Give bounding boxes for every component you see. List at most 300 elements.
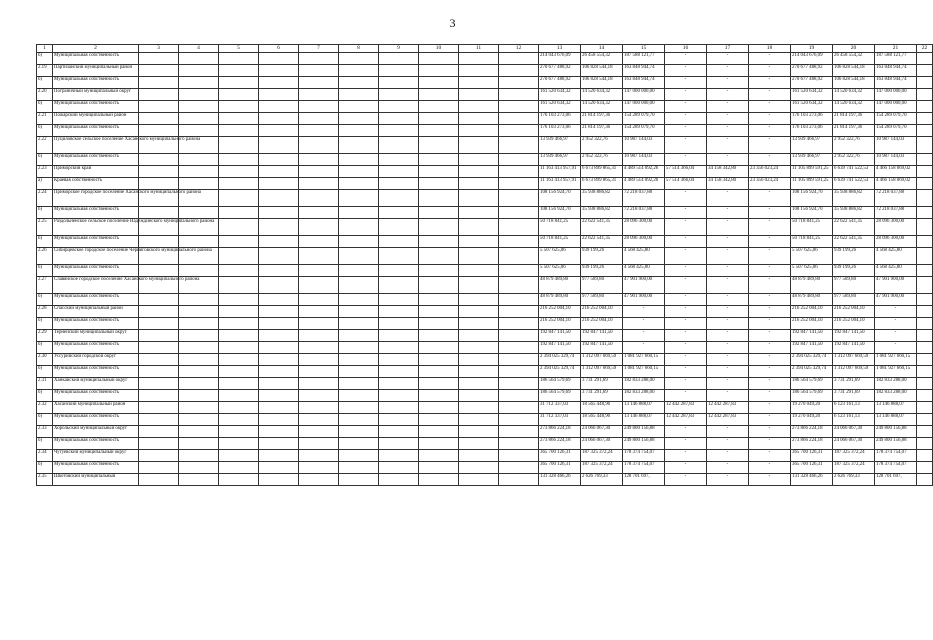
cell-col-16: - bbox=[665, 219, 707, 236]
cell-col-13: 31 712 337,03 bbox=[539, 402, 581, 414]
row-name: Муниципальная собственность bbox=[53, 53, 139, 65]
column-header-14: 14 bbox=[581, 45, 623, 53]
table-row bbox=[37, 248, 933, 265]
cell-col-21: 182 833 288,00 bbox=[875, 378, 917, 390]
row-number: б) bbox=[37, 366, 53, 378]
cell-col-8 bbox=[339, 462, 379, 474]
cell-col-4 bbox=[179, 294, 219, 306]
cell-col-6 bbox=[259, 438, 299, 450]
cell-col-17: - bbox=[707, 113, 749, 125]
cell-col-11 bbox=[459, 113, 499, 125]
cell-col-4 bbox=[179, 125, 219, 137]
cell-col-18: - bbox=[749, 53, 791, 65]
cell-col-13: 11 163 413 957,91 bbox=[539, 166, 581, 178]
cell-col-10 bbox=[419, 219, 459, 236]
column-header-13: 13 bbox=[539, 45, 581, 53]
cell-col-15: - bbox=[623, 306, 665, 318]
row-name: Муниципальная собственность bbox=[53, 414, 139, 426]
row-name: Муниципальная собственность bbox=[53, 154, 139, 166]
cell-col-5 bbox=[219, 207, 259, 219]
cell-col-19: 161 520 634,32 bbox=[791, 89, 833, 101]
table-row bbox=[37, 366, 933, 378]
row-number: б) bbox=[37, 101, 53, 113]
cell-col-15: 4 489 514 092,26 bbox=[623, 166, 665, 178]
cell-col-5 bbox=[219, 354, 259, 366]
cell-col-16: - bbox=[665, 89, 707, 101]
cell-col-19: 5 507 625,06 bbox=[791, 248, 833, 265]
cell-col-20: 6 639 741 522,53 bbox=[833, 178, 875, 190]
cell-col-15: 47 901 900,00 bbox=[623, 294, 665, 306]
cell-col-9 bbox=[379, 236, 419, 248]
cell-col-8 bbox=[339, 390, 379, 402]
cell-col-8 bbox=[339, 366, 379, 378]
cell-col-10 bbox=[419, 113, 459, 125]
cell-col-12 bbox=[499, 101, 539, 113]
cell-col-21: 47 901 900,00 bbox=[875, 277, 917, 294]
cell-col-11 bbox=[459, 342, 499, 354]
table-row bbox=[37, 207, 933, 219]
row-number: б) bbox=[37, 265, 53, 277]
cell-col-18: 23 356 023,24 bbox=[749, 178, 791, 190]
cell-col-18: - bbox=[749, 137, 791, 154]
cell-col-21: 72 218 037,88 bbox=[875, 207, 917, 219]
cell-col-16: 57 514 366,04 bbox=[665, 178, 707, 190]
cell-col-18: - bbox=[749, 354, 791, 366]
cell-col-19: 13 939 466,97 bbox=[791, 137, 833, 154]
cell-col-19: 273 866 224,18 bbox=[791, 438, 833, 450]
cell-col-14: 35 938 886,82 bbox=[581, 207, 623, 219]
cell-col-19: 365 700 126,31 bbox=[791, 450, 833, 462]
cell-col-14: 187 325 372,24 bbox=[581, 462, 623, 474]
row-number: а) bbox=[37, 178, 53, 190]
cell-col-6 bbox=[259, 178, 299, 190]
cell-col-11 bbox=[459, 166, 499, 178]
cell-col-8 bbox=[339, 474, 379, 486]
cell-col-20: 106 828 544,18 bbox=[833, 65, 875, 77]
cell-col-18: - bbox=[749, 190, 791, 207]
cell-col-8 bbox=[339, 354, 379, 366]
cell-col-10 bbox=[419, 166, 459, 178]
cell-col-16: - bbox=[665, 390, 707, 402]
cell-col-10 bbox=[419, 402, 459, 414]
cell-col-13: 5 507 625,06 bbox=[539, 265, 581, 277]
cell-col-6 bbox=[259, 277, 299, 294]
cell-col-10 bbox=[419, 190, 459, 207]
cell-col-9 bbox=[379, 474, 419, 486]
cell-col-11 bbox=[459, 77, 499, 89]
cell-col-18: - bbox=[749, 414, 791, 426]
cell-col-7 bbox=[299, 236, 339, 248]
cell-col-13: 270 677 488,92 bbox=[539, 77, 581, 89]
table-row bbox=[37, 414, 933, 426]
cell-col-9 bbox=[379, 306, 419, 318]
cell-col-22 bbox=[917, 402, 933, 414]
cell-col-18: - bbox=[749, 450, 791, 462]
cell-col-7 bbox=[299, 125, 339, 137]
cell-col-10 bbox=[419, 390, 459, 402]
cell-col-6 bbox=[259, 354, 299, 366]
cell-col-12 bbox=[499, 414, 539, 426]
cell-col-22 bbox=[917, 207, 933, 219]
cell-col-4 bbox=[179, 330, 219, 342]
cell-col-15: 163 848 944,74 bbox=[623, 77, 665, 89]
cell-col-14: 187 325 372,24 bbox=[581, 450, 623, 462]
cell-col-10 bbox=[419, 294, 459, 306]
cell-col-12 bbox=[499, 53, 539, 65]
cell-col-20: 106 828 544,18 bbox=[833, 77, 875, 89]
cell-col-9 bbox=[379, 366, 419, 378]
cell-col-16: - bbox=[665, 366, 707, 378]
cell-col-14: 977 589,80 bbox=[581, 294, 623, 306]
cell-col-5 bbox=[219, 294, 259, 306]
cell-col-11 bbox=[459, 178, 499, 190]
cell-col-21: 178 374 754,07 bbox=[875, 462, 917, 474]
cell-col-5 bbox=[219, 113, 259, 125]
row-name: Муниципальная собственность bbox=[53, 438, 139, 450]
cell-col-7 bbox=[299, 53, 339, 65]
column-header-22: 22 bbox=[917, 45, 933, 53]
cell-col-17: - bbox=[707, 474, 749, 486]
cell-col-17: - bbox=[707, 65, 749, 77]
column-header-9: 9 bbox=[379, 45, 419, 53]
table-row bbox=[37, 462, 933, 474]
cell-col-22 bbox=[917, 190, 933, 207]
cell-col-13: 108 156 924,70 bbox=[539, 207, 581, 219]
row-name: Хорольский муниципальный округ bbox=[53, 426, 139, 438]
cell-col-9 bbox=[379, 342, 419, 354]
cell-col-14: 106 828 544,18 bbox=[581, 77, 623, 89]
cell-col-8 bbox=[339, 318, 379, 330]
cell-col-18: - bbox=[749, 474, 791, 486]
cell-col-6 bbox=[259, 294, 299, 306]
cell-col-17: - bbox=[707, 77, 749, 89]
cell-col-3 bbox=[139, 342, 179, 354]
cell-col-16: - bbox=[665, 474, 707, 486]
cell-col-12 bbox=[499, 318, 539, 330]
cell-col-9 bbox=[379, 330, 419, 342]
page-number: 3 bbox=[449, 16, 456, 30]
cell-col-14: 1 312 097 669,59 bbox=[581, 366, 623, 378]
cell-col-18: - bbox=[749, 330, 791, 342]
cell-col-14: 192 847 141,50 bbox=[581, 330, 623, 342]
column-header-17: 17 bbox=[707, 45, 749, 53]
cell-col-17: - bbox=[707, 366, 749, 378]
cell-col-13: 2 394 025 329,74 bbox=[539, 366, 581, 378]
cell-col-6 bbox=[259, 366, 299, 378]
table-row bbox=[37, 113, 933, 125]
cell-col-6 bbox=[259, 474, 299, 486]
cell-col-5 bbox=[219, 137, 259, 154]
cell-col-15: 28 096 300,00 bbox=[623, 219, 665, 236]
cell-col-3 bbox=[139, 178, 179, 190]
table-row bbox=[37, 89, 933, 101]
cell-col-3 bbox=[139, 236, 179, 248]
cell-col-22 bbox=[917, 342, 933, 354]
cell-col-15: 249 800 156,88 bbox=[623, 438, 665, 450]
cell-col-14: 3 731 291,69 bbox=[581, 390, 623, 402]
cell-col-17: - bbox=[707, 342, 749, 354]
row-number: б) bbox=[37, 462, 53, 474]
cell-col-22 bbox=[917, 450, 933, 462]
cell-col-18: - bbox=[749, 77, 791, 89]
cell-col-11 bbox=[459, 474, 499, 486]
cell-col-6 bbox=[259, 77, 299, 89]
row-number: б) bbox=[37, 414, 53, 426]
cell-col-10 bbox=[419, 65, 459, 77]
table-row bbox=[37, 77, 933, 89]
cell-col-3 bbox=[139, 113, 179, 125]
cell-col-21: 163 848 944,74 bbox=[875, 65, 917, 77]
cell-col-19: 131 328 466,26 bbox=[791, 474, 833, 486]
cell-col-9 bbox=[379, 294, 419, 306]
cell-col-15: 187 588 121,77 bbox=[623, 53, 665, 65]
cell-col-20: 2 952 322,76 bbox=[833, 137, 875, 154]
cell-col-4 bbox=[179, 53, 219, 65]
cell-col-6 bbox=[259, 318, 299, 330]
cell-col-20: 14 520 634,32 bbox=[833, 89, 875, 101]
cell-col-6 bbox=[259, 402, 299, 414]
cell-col-22 bbox=[917, 178, 933, 190]
cell-col-13: 50 718 841,25 bbox=[539, 236, 581, 248]
cell-col-16: - bbox=[665, 137, 707, 154]
cell-col-8 bbox=[339, 77, 379, 89]
table-row bbox=[37, 378, 933, 390]
cell-col-14: 939 199,26 bbox=[581, 265, 623, 277]
cell-col-10 bbox=[419, 366, 459, 378]
cell-col-22 bbox=[917, 318, 933, 330]
cell-col-8 bbox=[339, 414, 379, 426]
cell-col-12 bbox=[499, 137, 539, 154]
cell-col-9 bbox=[379, 438, 419, 450]
cell-col-15: 13 146 888,07 bbox=[623, 414, 665, 426]
cell-col-10 bbox=[419, 236, 459, 248]
cell-col-4 bbox=[179, 462, 219, 474]
cell-col-10 bbox=[419, 154, 459, 166]
cell-col-4 bbox=[179, 378, 219, 390]
cell-col-6 bbox=[259, 101, 299, 113]
cell-col-12 bbox=[499, 77, 539, 89]
cell-col-18: - bbox=[749, 402, 791, 414]
cell-col-11 bbox=[459, 426, 499, 438]
cell-col-9 bbox=[379, 402, 419, 414]
cell-col-11 bbox=[459, 265, 499, 277]
cell-col-10 bbox=[419, 53, 459, 65]
row-number: б) bbox=[37, 342, 53, 354]
cell-col-12 bbox=[499, 207, 539, 219]
row-name: Спасский муниципальный район bbox=[53, 306, 139, 318]
row-name: Ханкайский муниципальный округ bbox=[53, 378, 139, 390]
cell-col-17: - bbox=[707, 137, 749, 154]
cell-col-14: 2 952 322,76 bbox=[581, 137, 623, 154]
cell-col-16: - bbox=[665, 77, 707, 89]
cell-col-17: - bbox=[707, 318, 749, 330]
cell-col-6 bbox=[259, 125, 299, 137]
cell-col-3 bbox=[139, 125, 179, 137]
cell-col-14: 24 066 067,30 bbox=[581, 438, 623, 450]
cell-col-10 bbox=[419, 277, 459, 294]
cell-col-14: 26 458 554,32 bbox=[581, 53, 623, 65]
cell-col-19: 50 718 841,25 bbox=[791, 219, 833, 236]
cell-col-7 bbox=[299, 137, 339, 154]
cell-col-21: 13 146 888,07 bbox=[875, 402, 917, 414]
row-name: Краевая собственность bbox=[53, 178, 139, 190]
cell-col-19: 214 043 676,09 bbox=[791, 53, 833, 65]
cell-col-11 bbox=[459, 248, 499, 265]
cell-col-11 bbox=[459, 438, 499, 450]
cell-col-19: 48 879 489,80 bbox=[791, 294, 833, 306]
cell-col-21: 10 987 144,03 bbox=[875, 154, 917, 166]
cell-col-8 bbox=[339, 330, 379, 342]
table-row bbox=[37, 450, 933, 462]
cell-col-21: 249 800 156,88 bbox=[875, 438, 917, 450]
cell-col-14: 21 814 197,36 bbox=[581, 125, 623, 137]
cell-col-19: 11 105 899 591,25 bbox=[791, 166, 833, 178]
row-number: 2.34 bbox=[37, 450, 53, 462]
cell-col-12 bbox=[499, 330, 539, 342]
cell-col-22 bbox=[917, 101, 933, 113]
cell-col-22 bbox=[917, 277, 933, 294]
cell-col-3 bbox=[139, 462, 179, 474]
cell-col-16: - bbox=[665, 53, 707, 65]
cell-col-4 bbox=[179, 113, 219, 125]
cell-col-9 bbox=[379, 265, 419, 277]
cell-col-8 bbox=[339, 207, 379, 219]
cell-col-21: 13 146 888,07 bbox=[875, 414, 917, 426]
cell-col-10 bbox=[419, 450, 459, 462]
cell-col-17: - bbox=[707, 125, 749, 137]
cell-col-9 bbox=[379, 378, 419, 390]
cell-col-9 bbox=[379, 390, 419, 402]
cell-col-8 bbox=[339, 438, 379, 450]
cell-col-15: 10 987 144,03 bbox=[623, 154, 665, 166]
cell-col-16: - bbox=[665, 378, 707, 390]
cell-col-20: 6 123 161,13 bbox=[833, 402, 875, 414]
row-name: Тернейский муниципальный округ bbox=[53, 330, 139, 342]
cell-col-22 bbox=[917, 77, 933, 89]
cell-col-13: 186 564 579,69 bbox=[539, 390, 581, 402]
cell-col-4 bbox=[179, 89, 219, 101]
cell-col-14: 35 938 886,82 bbox=[581, 190, 623, 207]
table-row bbox=[37, 265, 933, 277]
cell-col-9 bbox=[379, 77, 419, 89]
cell-col-16: - bbox=[665, 306, 707, 318]
cell-col-12 bbox=[499, 354, 539, 366]
row-name: Приморское городское поселение Хасанского муниципального района bbox=[53, 190, 139, 207]
cell-col-15: 182 833 288,00 bbox=[623, 390, 665, 402]
cell-col-17: 12 442 287,83 bbox=[707, 414, 749, 426]
cell-col-14: 14 520 634,32 bbox=[581, 101, 623, 113]
cell-col-13: 192 847 141,50 bbox=[539, 330, 581, 342]
cell-col-3 bbox=[139, 53, 179, 65]
cell-col-5 bbox=[219, 414, 259, 426]
cell-col-5 bbox=[219, 306, 259, 318]
cell-col-21: 1 081 927 660,15 bbox=[875, 366, 917, 378]
cell-col-22 bbox=[917, 366, 933, 378]
cell-col-20: 3 731 291,69 bbox=[833, 390, 875, 402]
cell-col-20: 6 639 741 522,53 bbox=[833, 166, 875, 178]
row-number: 2.28 bbox=[37, 306, 53, 318]
cell-col-5 bbox=[219, 154, 259, 166]
cell-col-12 bbox=[499, 450, 539, 462]
cell-col-6 bbox=[259, 462, 299, 474]
cell-col-21: 4 568 425,80 bbox=[875, 248, 917, 265]
table-row bbox=[37, 342, 933, 354]
cell-col-21: 28 096 300,00 bbox=[875, 236, 917, 248]
cell-col-9 bbox=[379, 154, 419, 166]
cell-col-10 bbox=[419, 462, 459, 474]
cell-col-16: - bbox=[665, 462, 707, 474]
cell-col-18: 23 356 023,24 bbox=[749, 166, 791, 178]
cell-col-21: 249 800 156,88 bbox=[875, 426, 917, 438]
cell-col-7 bbox=[299, 378, 339, 390]
row-number: 2.23 bbox=[37, 166, 53, 178]
row-name: Уссурийский городской округ bbox=[53, 354, 139, 366]
cell-col-22 bbox=[917, 219, 933, 236]
cell-col-14: 1 312 097 669,59 bbox=[581, 354, 623, 366]
cell-col-5 bbox=[219, 277, 259, 294]
cell-col-20: 977 589,80 bbox=[833, 294, 875, 306]
cell-col-7 bbox=[299, 402, 339, 414]
cell-col-6 bbox=[259, 330, 299, 342]
cell-col-6 bbox=[259, 89, 299, 101]
cell-col-21: 187 588 121,77 bbox=[875, 53, 917, 65]
row-name: Шкотовский муниципальный bbox=[53, 474, 139, 486]
cell-col-8 bbox=[339, 219, 379, 236]
cell-col-22 bbox=[917, 426, 933, 438]
cell-col-7 bbox=[299, 77, 339, 89]
cell-col-13: 13 939 466,97 bbox=[539, 137, 581, 154]
cell-col-11 bbox=[459, 219, 499, 236]
cell-col-9 bbox=[379, 277, 419, 294]
cell-col-17: - bbox=[707, 236, 749, 248]
cell-col-14: 939 199,26 bbox=[581, 248, 623, 265]
cell-col-11 bbox=[459, 207, 499, 219]
cell-col-13: 48 879 489,80 bbox=[539, 277, 581, 294]
cell-col-16: - bbox=[665, 190, 707, 207]
cell-col-13: 31 712 337,03 bbox=[539, 414, 581, 426]
cell-col-20: 187 325 372,24 bbox=[833, 462, 875, 474]
cell-col-10 bbox=[419, 330, 459, 342]
cell-col-12 bbox=[499, 265, 539, 277]
cell-col-18: - bbox=[749, 248, 791, 265]
cell-col-21: 4 466 158 069,02 bbox=[875, 178, 917, 190]
cell-col-22 bbox=[917, 265, 933, 277]
cell-col-20: 216 252 004,10 bbox=[833, 306, 875, 318]
cell-col-13: 161 520 634,32 bbox=[539, 89, 581, 101]
cell-col-13: 50 718 841,25 bbox=[539, 219, 581, 236]
cell-col-14: 6 673 899 865,31 bbox=[581, 166, 623, 178]
row-name: Муниципальная собственность bbox=[53, 125, 139, 137]
cell-col-12 bbox=[499, 178, 539, 190]
cell-col-19: 5 507 625,06 bbox=[791, 265, 833, 277]
cell-col-3 bbox=[139, 450, 179, 462]
cell-col-20: 977 589,80 bbox=[833, 277, 875, 294]
cell-col-11 bbox=[459, 137, 499, 154]
cell-col-19: 216 252 004,10 bbox=[791, 306, 833, 318]
table-row bbox=[37, 277, 933, 294]
cell-col-19: 270 677 488,92 bbox=[791, 77, 833, 89]
cell-col-6 bbox=[259, 53, 299, 65]
cell-col-3 bbox=[139, 166, 179, 178]
cell-col-18: - bbox=[749, 125, 791, 137]
cell-col-9 bbox=[379, 178, 419, 190]
row-name: Пожарский муниципальный район bbox=[53, 113, 139, 125]
cell-col-4 bbox=[179, 450, 219, 462]
cell-col-22 bbox=[917, 166, 933, 178]
cell-col-8 bbox=[339, 378, 379, 390]
cell-col-18: - bbox=[749, 366, 791, 378]
column-header-10: 10 bbox=[419, 45, 459, 53]
